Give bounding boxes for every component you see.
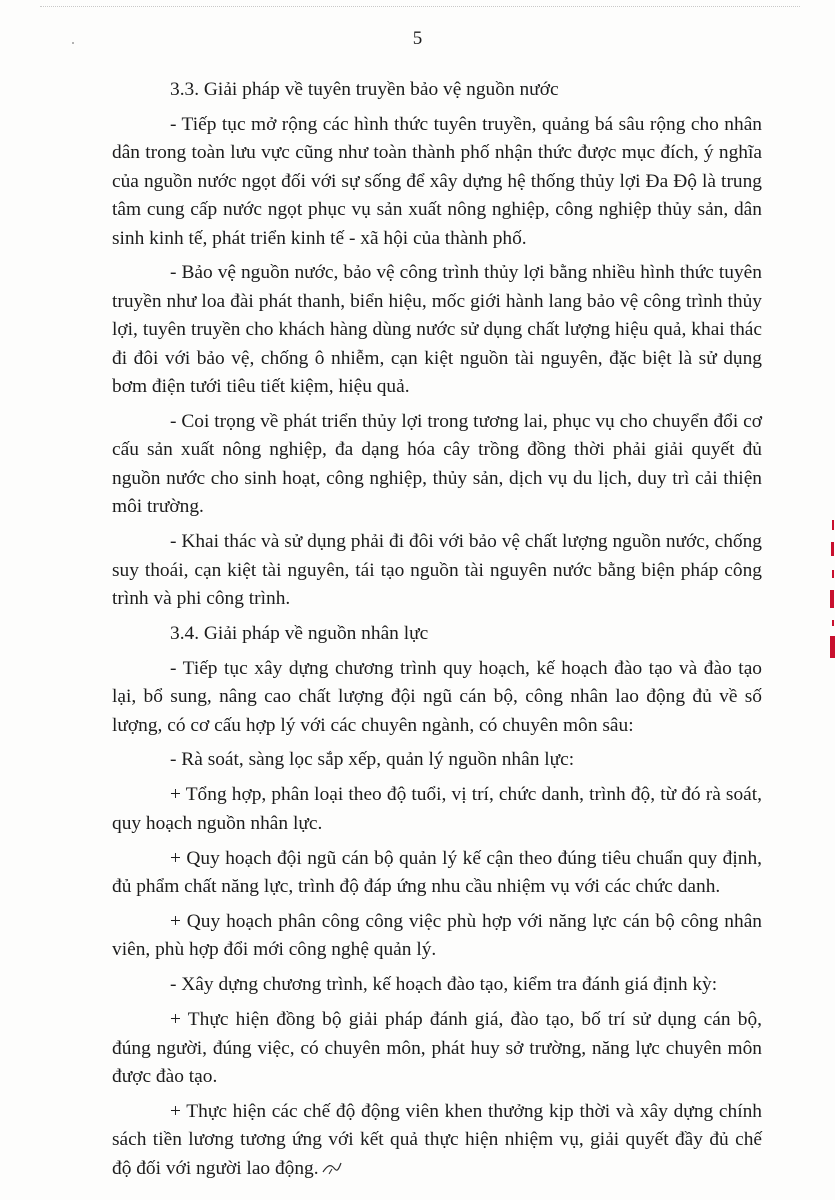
paragraph: - Khai thác và sử dụng phải đi đôi với bảo vệ chất lượng nguồn nước, chống suy thoái, cạn kiệt tài nguyên, tái tạo nguồn tài nguyên nước bằng biện pháp công trình và phi công trình. [112,531,762,609]
section-heading-3-4: 3.4. Giải pháp về nguồn nhân lực [170,622,429,644]
paragraph: - Tiếp tục xây dựng chương trình quy hoạch, kế hoạch đào tạo và đào tạo lại, bổ sung, nâng cao chất lượng đội ngũ cán bộ, công nhân lao động đủ về số lượng, có cơ cấu hợp lý với các chuyên ngành, có chuyên môn sâu: [112,657,762,736]
paragraph: - Xây dựng chương trình, kế hoạch đào tạo, kiểm tra đánh giá định kỳ: [170,974,718,996]
paragraph: - Tiếp tục mở rộng các hình thức tuyên truyền, quảng bá sâu rộng cho nhân dân trong toàn lưu vực cũng như toàn thành phố nhận thức được mục đích, ý nghĩa của nguồn nước ngọt đối với sự sống để xây dựng hệ thống thủy lợi Đa Độ là trung tâm cung cấp nước ngọt phục vụ sản xuất nông nghiệp, công nghiệp thủy sản, dân sinh kinh tế, phát triển kinh tế - xã hội của thành phố. [112,113,762,249]
paragraph-last-text: + Thực hiện các chế độ động viên khen thưởng kịp thời và xây dựng chính sách tiền lương tương ứng với kết quả thực hiện nhiệm vụ, giải quyết đầy đủ chế độ đối với người lao động. [112,1100,762,1179]
paragraph: - Bảo vệ nguồn nước, bảo vệ công trình thủy lợi bằng nhiều hình thức tuyên truyền như loa đài phát thanh, biển hiệu, mốc giới hành lang bảo vệ công trình thủy lợi, tuyên truyền cho khách hàng dùng nước sử dụng chất lượng hiệu quả, khai thác đi đôi với bảo vệ, chống ô nhiễm, cạn kiệt nguồn tài nguyên, đặc biệt là sử dụng bơm điện tưới tiêu tiết kiệm, hiệu quả. [112,262,762,398]
paragraph-last [112,1098,762,1183]
paragraph: + Tổng hợp, phân loại theo độ tuổi, vị trí, chức danh, trình độ, từ đó rà soát, quy hoạch nguồn nhân lực. [112,784,762,834]
paragraph: - Rà soát, sàng lọc sắp xếp, quản lý nguồn nhân lực: [170,749,575,771]
initial-signature-icon [321,1160,343,1176]
paragraph: + Quy hoạch đội ngũ cán bộ quản lý kế cận theo đúng tiêu chuẩn quy định, đủ phẩm chất năng lực, trình độ đáp ứng nhu cầu nhiệm vụ với các chức danh. [112,847,762,898]
paragraph: - Coi trọng về phát triển thủy lợi trong tương lai, phục vụ cho chuyển đổi cơ cấu sản xuất nông nghiệp, đa dạng hóa cây trồng đồng thời phải giải quyết đủ nguồn nước cho sinh hoạt, công nghiệp, thủy sản, dịch vụ du lịch, duy trì cải thiện môi trường. [112,410,762,518]
section-heading-3-3: 3.3. Giải pháp về tuyên truyền bảo vệ nguồn nước [170,79,559,100]
paragraph: + Quy hoạch phân công công việc phù hợp với năng lực cán bộ công nhân viên, phù hợp đổi mới công nghệ quản lý. [112,910,762,961]
paragraph: + Thực hiện đồng bộ giải pháp đánh giá, đào tạo, bố trí sử dụng cán bộ, đúng người, đúng việc, có chuyên môn, phát huy sở trường, năng lực chuyên môn được đào tạo. [112,1009,762,1087]
red-edge-mark-icon [829,520,835,660]
scan-edge-line [40,6,800,8]
page-number: 5 [412,28,423,49]
document-body [112,76,762,1190]
